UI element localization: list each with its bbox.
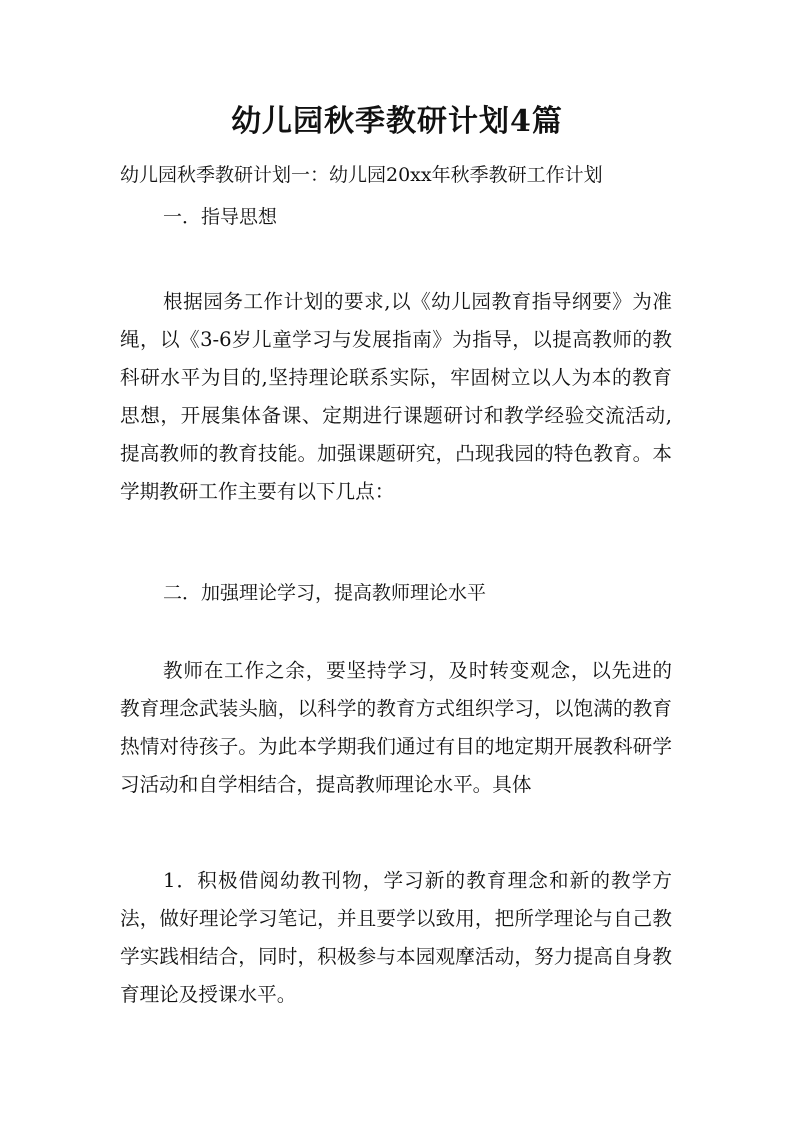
paragraph-theory-study: 教师在工作之余，要坚持学习，及时转变观念，以先进的教育理念武装头脑，以科学的教育方式组织学习，以饱满的教育热情对待孩子。为此本学期我们通过有目的地定期开展教科研学习活动和自学相结合，提高教师理论水平。具体 xyxy=(120,659,672,796)
list-item-1: 1．积极借阅幼教刊物，学习新的教育理念和新的教学方法，做好理论学习笔记，并且要学以致用，把所学理论与自己教学实践相结合，同时，积极参与本园观摩活动，努力提高自身教育理论及授课水平。 xyxy=(120,869,672,1006)
section-heading-guiding-ideology: 一．指导思想 xyxy=(163,206,278,228)
document-subtitle: 幼儿园秋季教研计划一：幼儿园20xx年秋季教研工作计划 xyxy=(120,164,603,186)
section-heading-theory-study: 二．加强理论学习，提高教师理论水平 xyxy=(163,582,487,604)
document-title: 幼儿园秋季教研计划4篇 xyxy=(231,104,563,139)
paragraph-guiding-ideology: 根据园务工作计划的要求,以《幼儿园教育指导纲要》为准绳，以《3-6岁儿童学习与发展指南》为指导，以提高教师的教科研水平为目的,坚持理论联系实际，牢固树立以人为本的教育思想，开展集体备课、定期进行课题研讨和教学经验交流活动,提高教师的教育技能。加强课题研究，凸现我园的特色教育。本学期教研工作主要有以下几点： xyxy=(120,290,672,503)
